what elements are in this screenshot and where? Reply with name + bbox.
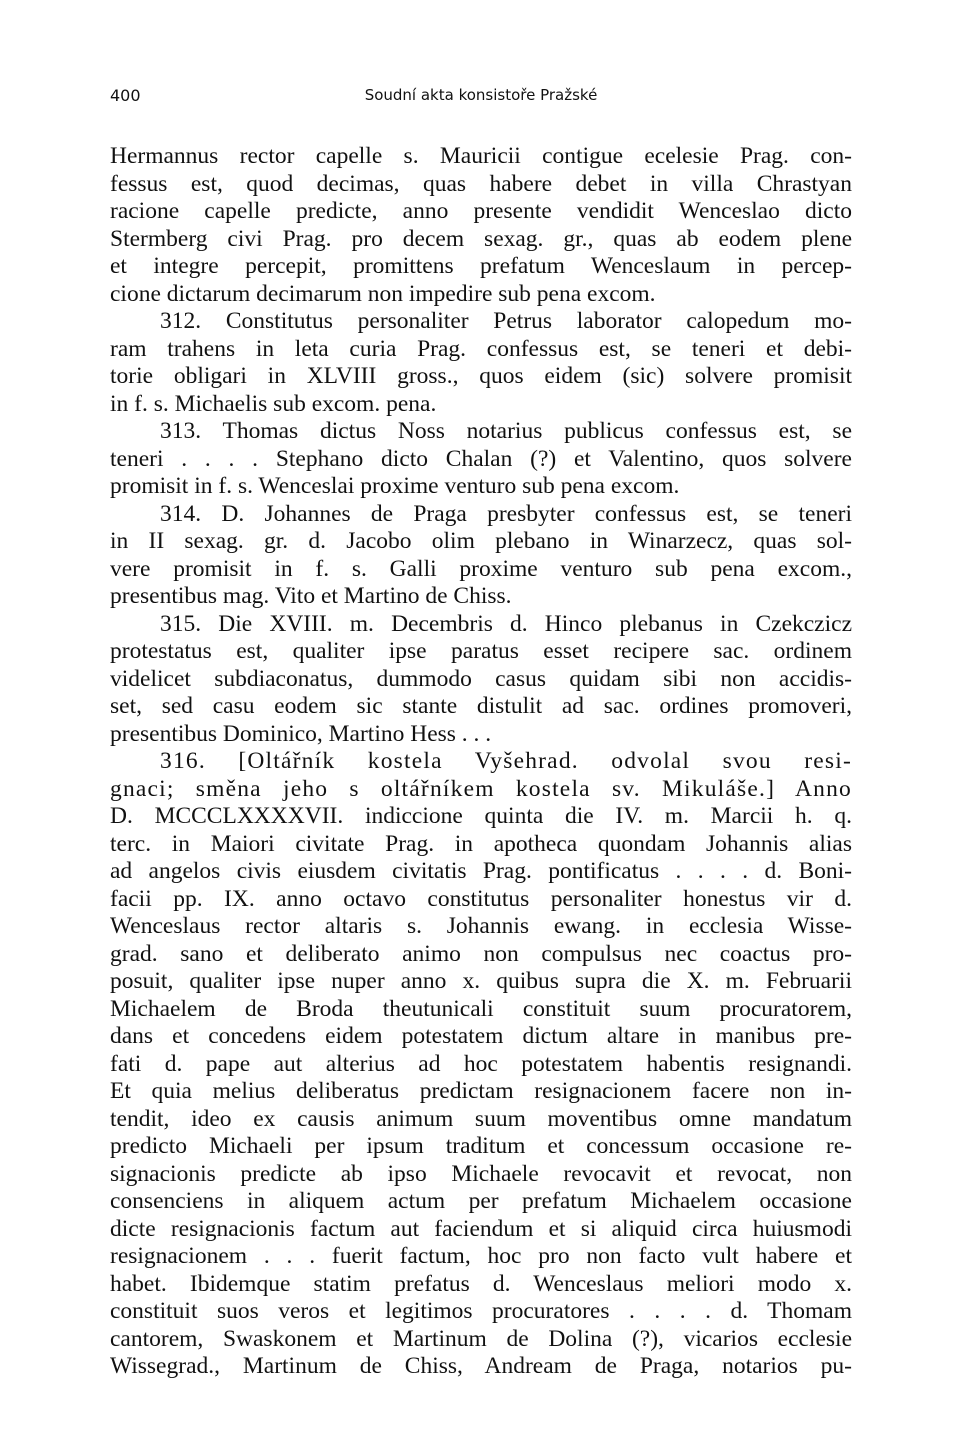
text-line: promisit in f. s. Wenceslai proxime venturo sub pena excom.	[110, 473, 680, 499]
text-line: 315. Die XVIII. m. Decembris d. Hinco plebanus in Czekczicz	[160, 610, 852, 637]
text-line: set, sed casu eodem sic stante distulit ad sac. ordines promoveri,	[110, 693, 852, 719]
page-header	[110, 86, 852, 116]
text-line: Michaelem de Broda theutunicali constituit suum procuratorem,	[110, 995, 852, 1022]
text-line: Wissegrad., Martinum de Chiss, Andream de Praga, notarios pu-	[110, 1353, 852, 1379]
text-line: cione dictarum decimarum non impedire sub pena excom.	[110, 280, 656, 307]
text-line: gnaci; směna jeho s oltářníkem kostela sv. Mikuláše.] Anno	[110, 775, 852, 802]
text-line: Wenceslaus rector altaris s. Johannis ewang. in ecclesia Wisse-	[110, 913, 852, 939]
text-line: 312. Constitutus personaliter Petrus laborator calopedum mo-	[160, 308, 852, 334]
text-line: Hermannus rector capelle s. Mauricii contigue ecelesie Prag. con-	[110, 143, 852, 169]
body-text	[110, 143, 852, 1381]
text-line: ad angelos civis eiusdem civitatis Prag. pontificatus . . . . d. Boni-	[110, 858, 852, 884]
text-line: presentibus mag. Vito et Martino de Chiss.	[110, 583, 512, 609]
text-line: fati d. pape aut alterius ad hoc potestatem habentis resignandi.	[110, 1050, 852, 1077]
text-line: grad. sano et deliberato animo non compulsus nec coactus pro-	[110, 940, 852, 967]
text-line: 314. D. Johannes de Praga presbyter confessus est, se teneri	[160, 500, 852, 527]
text-line: constituit suos veros et legitimos procuratores . . . . d. Thomam	[110, 1298, 852, 1324]
text-line: ram trahens in leta curia Prag. confessus est, se teneri et debi-	[110, 335, 852, 362]
text-line: presentibus Dominico, Martino Hess . . .	[110, 720, 492, 747]
text-line: fessus est, quod decimas, quas habere debet in villa Chrastyan	[110, 170, 852, 197]
text-line: in f. s. Michaelis sub excom. pena.	[110, 390, 437, 417]
text-line: cantorem, Swaskonem et Martinum de Dolina (?), vicarios ecclesie	[110, 1325, 852, 1352]
text-line: 316. [Oltářník kostela Vyšehrad. odvolal svou resi-	[160, 748, 852, 774]
text-line: resignacionem . . . fuerit factum, hoc pro non facto vult habere et	[110, 1243, 852, 1269]
text-line: signacionis predicte ab ipso Michaele revocavit et revocat, non	[110, 1160, 852, 1187]
text-line: Et quia melius deliberatus predictam resignacionem facere non in-	[110, 1078, 852, 1104]
text-line: Stermberg civi Prag. pro decem sexag. gr., quas ab eodem plene	[110, 225, 852, 252]
text-line: terc. in Maiori civitate Prag. in apotheca quondam Johannis alias	[110, 830, 852, 857]
text-line: 313. Thomas dictus Noss notarius publicus confessus est, se	[160, 418, 852, 444]
running-title: Soudní akta konsistoře Pražské	[364, 86, 598, 104]
text-line: tendit, ideo ex causis animum suum moventibus omne mandatum	[110, 1105, 852, 1132]
text-line: et integre percepit, promittens prefatum Wenceslaum in percep-	[110, 253, 852, 279]
text-line: predicto Michaeli per ipsum traditum et concessum occasione re-	[110, 1133, 852, 1159]
page-number: 400	[110, 86, 141, 105]
text-line: consenciens in aliquem actum per prefatum Michaelem occasione	[110, 1188, 852, 1214]
text-line: torie obligari in XLVIII gross., quos eidem (sic) solvere promisit	[110, 363, 852, 389]
text-line: protestatus est, qualiter ipse paratus esset recipere sac. ordinem	[110, 638, 852, 664]
text-line: D. MCCCLXXXXVII. indiccione quinta die IV. m. Marcii h. q.	[110, 803, 852, 829]
text-line: dans et concedens eidem potestatem dictum altare in manibus pre-	[110, 1023, 852, 1049]
text-line: habet. Ibidemque statim prefatus d. Wenceslaus meliori modo x.	[110, 1270, 852, 1297]
text-line: dicte resignacionis factum aut faciendum et si aliquid circa huiusmodi	[110, 1215, 852, 1242]
text-line: posuit, qualiter ipse nuper anno x. quibus supra die X. m. Februarii	[110, 968, 852, 994]
text-line: vere promisit in f. s. Galli proxime venturo sub pena excom.,	[110, 555, 852, 582]
text-line: teneri . . . . Stephano dicto Chalan (?) et Valentino, quos solvere	[110, 445, 852, 472]
text-line: facii pp. IX. anno octavo constitutus personaliter honestus vir d.	[110, 885, 852, 912]
text-line: racione capelle predicte, anno presente vendidit Wenceslao dicto	[110, 198, 852, 224]
text-line: in II sexag. gr. d. Jacobo olim plebano in Winarzecz, quas sol-	[110, 528, 852, 554]
text-line: videlicet subdiaconatus, dummodo casus quidam sibi non accidis-	[110, 665, 852, 692]
